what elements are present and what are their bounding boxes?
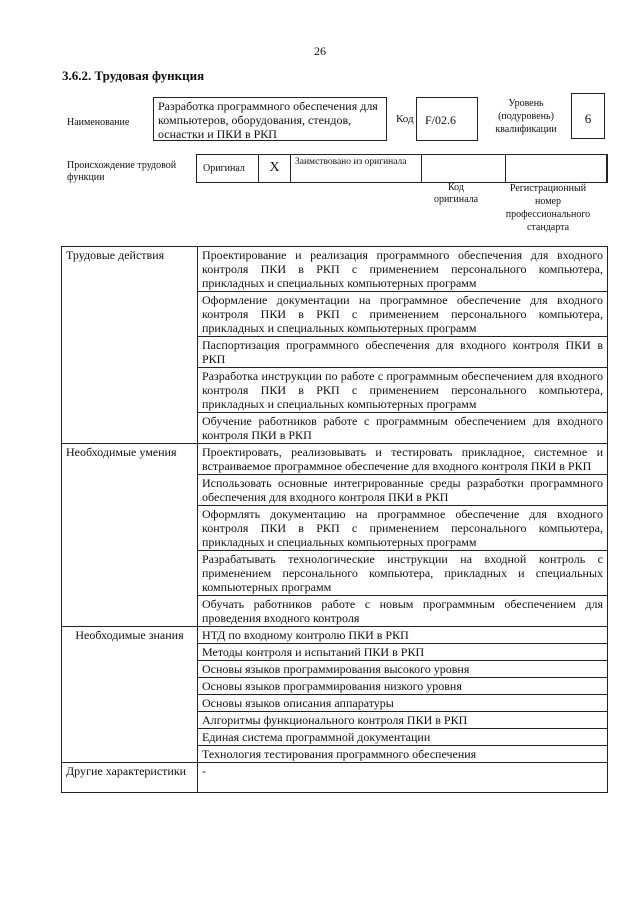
table-cell: НТД по входному контролю ПКИ в РКП <box>198 627 608 644</box>
table-row <box>62 247 608 292</box>
table-cell: Обучение работников работе с программным обеспечением для входного контроля ПКИ в РКП <box>198 413 608 444</box>
section-title-knowledge: Необходимые знания <box>62 627 198 763</box>
table-cell: Паспортизация программного обеспечения для входного контроля ПКИ в РКП <box>198 337 608 368</box>
table-cell: Проектирование и реализация программного обеспечения для входного контроля ПКИ в РКП с применением персонального компьютера, прикладных и специальных компьютерных программ <box>198 247 608 292</box>
table-cell: Обучать работников работе с новым программным обеспечением для проведения входного контроля <box>198 596 608 627</box>
section-title: 3.6.2. Трудовая функция <box>62 68 205 83</box>
table-cell: Разработка инструкции по работе с программным обеспечением для входного контроля ПКИ в РКП с применением персонального компьютера, прикладных и специальных компьютерных программ <box>198 368 608 413</box>
function-table <box>61 246 608 793</box>
section-title-actions: Трудовые действия <box>62 247 198 444</box>
table-cell: Основы языков программирования низкого уровня <box>198 678 608 695</box>
table-row <box>62 763 608 793</box>
function-code-box: F/02.6 <box>416 97 478 141</box>
level-value-box: 6 <box>571 93 605 139</box>
section-title-skills: Необходимые умения <box>62 444 198 627</box>
table-cell: Основы языков описания аппаратуры <box>198 695 608 712</box>
function-name-box: Разработка программного обеспечения для компьютеров, оборудования, стендов, оснастки и ПКИ в РКП <box>153 97 387 141</box>
table-row <box>62 627 608 644</box>
table-cell: Использовать основные интегрированные среды разработки программного обеспечения для входного контроля ПКИ в РКП <box>198 475 608 506</box>
table-cell: Алгоритмы функционального контроля ПКИ в РКП <box>198 712 608 729</box>
borrowed-label: Заимствовано из оригинала <box>291 155 422 182</box>
table-cell: Разрабатывать технологические инструкции на входной контроль с применением персонального компьютера, прикладных и специальных компьютерных программ <box>198 551 608 596</box>
table-row <box>62 444 608 475</box>
code-label: Код <box>396 113 414 125</box>
origin-row <box>196 154 608 183</box>
original-code-caption: Код оригинала <box>433 182 479 205</box>
table-cell: - <box>198 763 608 793</box>
table-cell: Оформление документации на программное обеспечение для входного контроля ПКИ в РКП с применением персонального компьютера, прикладных и специальных компьютерных программ <box>198 292 608 337</box>
origin-label: Происхождение трудовой функции <box>67 160 177 183</box>
page-number: 26 <box>314 44 326 58</box>
section-title-other: Другие характеристики <box>62 763 198 793</box>
table-cell: Методы контроля и испытаний ПКИ в РКП <box>198 644 608 661</box>
table-cell: Оформлять документацию на программное обеспечение для входного контроля ПКИ в РКП с применением персонального компьютера, прикладных и специальных компьютерных программ <box>198 506 608 551</box>
original-label: Оригинал <box>197 155 259 182</box>
level-label: Уровень (подуровень) квалификации <box>495 98 557 135</box>
registration-number-cell <box>506 155 607 182</box>
original-code-cell <box>422 155 506 182</box>
table-cell: Технология тестирования программного обеспечения <box>198 746 608 763</box>
name-label: Наименование <box>67 117 130 128</box>
table-cell: Основы языков программирования высокого уровня <box>198 661 608 678</box>
original-mark: X <box>259 155 291 182</box>
table-cell: Проектировать, реализовывать и тестировать прикладное, системное и встраиваемое программное обеспечение для входного контроля ПКИ в РКП <box>198 444 608 475</box>
table-cell: Единая система программной документации <box>198 729 608 746</box>
registration-number-caption: Регистрационный номер профессионального стандарта <box>505 183 591 233</box>
